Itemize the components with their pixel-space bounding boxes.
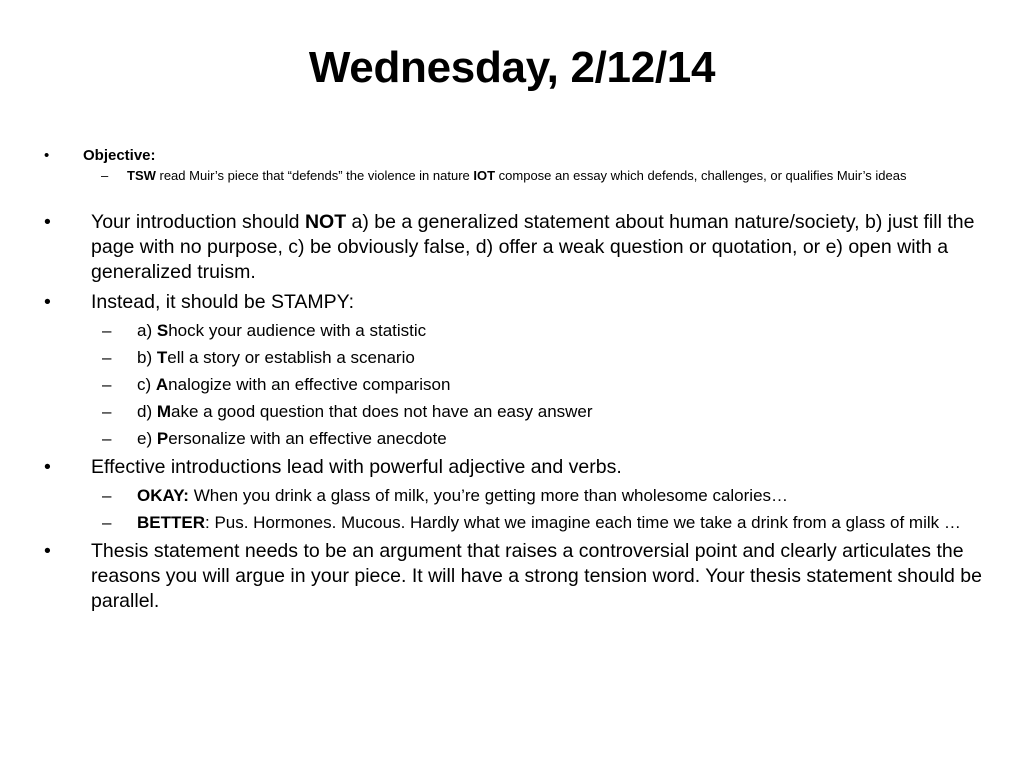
thesis-bullet [44, 539, 994, 614]
intro-not: NOT [304, 211, 347, 233]
dash-marker: – [102, 429, 112, 448]
dash-marker: – [102, 321, 112, 340]
stampy-item: – e) Personalize with an effective anecdote [102, 429, 447, 448]
objective-tsw: TSW [127, 168, 156, 183]
dash-marker: – [102, 375, 112, 394]
stampy-bullet [44, 290, 994, 315]
stampy-item: – b) Tell a story or establish a scenario [102, 348, 415, 367]
stampy-text: Instead, it should be STAMPY: [91, 291, 355, 313]
dash-marker: – [102, 486, 112, 505]
dash-marker: – [101, 168, 109, 183]
slide-content [44, 146, 994, 614]
better-example: – BETTER: Pus. Hormones. Mucous. Hardly what we imagine each time we take a drink from a glass of milk … [102, 513, 961, 532]
bullet-marker: • [44, 147, 50, 164]
okay-label: OKAY: [137, 486, 189, 505]
better-label: BETTER [137, 513, 205, 532]
objective-sub-bullet [101, 168, 994, 184]
effective-bullet [44, 455, 994, 480]
dash-marker: – [102, 513, 112, 532]
objective-label: Objective: [83, 147, 156, 164]
objective-iot: IOT [473, 168, 496, 183]
okay-example: – OKAY: When you drink a glass of milk, you’re getting more than wholesome calories… [102, 486, 789, 505]
dash-marker: – [102, 402, 112, 421]
stampy-item: – a) Shock your audience with a statistic [102, 321, 427, 340]
thesis-text: Thesis statement needs to be an argument that raises a controversial point and clearly articulates the reasons you will argue in your piece. It will have a strong tension word. Your thesis statement should be parallel. [91, 540, 983, 612]
objective-text: TSW read Muir’s piece that “defends” the violence in nature IOT compose an essay which defends, challenges, or qualifies Muir’s ideas [127, 168, 907, 183]
intro-text: Your introduction should NOT a) be a generalized statement about human nature/society, b) just fill the page with no purpose, c) be obviously false, d) offer a weak question or quotation, or e) open with a generalized truism. [91, 211, 975, 283]
bullet-marker: • [44, 456, 51, 478]
dash-marker: – [102, 348, 112, 367]
intro-bullet [44, 210, 994, 285]
bullet-marker: • [44, 211, 51, 233]
stampy-item: – c) Analogize with an effective comparison [102, 375, 451, 394]
objective-bullet [44, 146, 994, 166]
slide-title: Wednesday, 2/12/14 [308, 43, 716, 92]
effective-text: Effective introductions lead with powerful adjective and verbs. [91, 456, 622, 478]
stampy-item: – d) Make a good question that does not have an easy answer [102, 402, 593, 421]
bullet-marker: • [44, 291, 51, 313]
bullet-marker: • [44, 540, 51, 562]
